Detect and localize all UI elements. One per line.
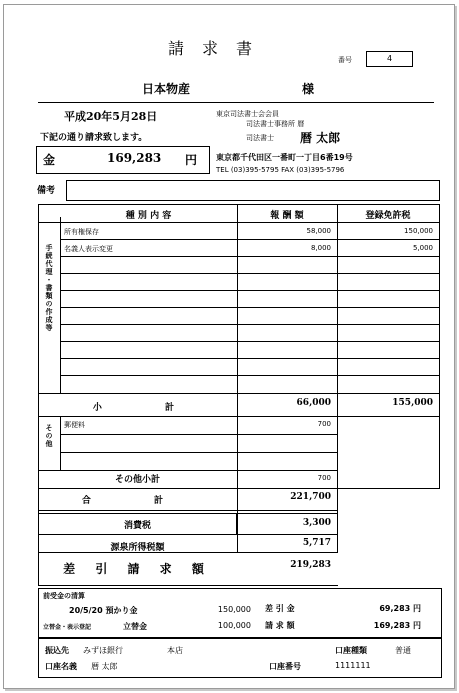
section-label-other: その他: [45, 424, 53, 448]
table-border: [439, 204, 440, 488]
consumption-tax-value: 3,300: [302, 518, 331, 528]
section-label-procedures: 手続代理・書類の作成等: [45, 244, 53, 332]
issuer-office: 司法書士事務所 暦: [246, 120, 305, 128]
issuer-title: 司法書士: [246, 134, 274, 142]
total-label: 金: [43, 153, 56, 167]
table-row-line: [60, 307, 440, 308]
invoice-title: 請求書: [168, 39, 271, 58]
sum-label: 合 計: [81, 496, 194, 506]
account-holder-label: 口座名義: [45, 662, 77, 671]
table-row-line: [60, 290, 440, 291]
row-fee: 58,000: [306, 227, 331, 235]
issuer-name: 暦 太郎: [300, 131, 341, 145]
table-row-line: [60, 341, 440, 342]
table-row-line: [60, 375, 440, 376]
consumption-tax-label: 消費税: [123, 521, 151, 531]
subtotal-tax: 155,000: [392, 398, 433, 408]
addressee-underline: [38, 102, 434, 103]
table-row-line: [38, 510, 338, 511]
other-row-fee: 700: [317, 420, 331, 428]
bank-name: みずほ銀行: [83, 646, 123, 655]
table-row-line: [38, 488, 440, 489]
table-row-line: [60, 256, 440, 257]
balance-value: 69,283 円: [379, 604, 421, 613]
addressee-name: 日本物産: [142, 82, 191, 96]
row-item: 名義人表示変更: [64, 245, 113, 253]
bank-dest-label: 振込先: [45, 646, 69, 655]
table-row-line: [38, 513, 338, 514]
table-divider: [60, 217, 61, 393]
table-row-line: [60, 273, 440, 274]
account-type-value: 普通: [395, 646, 411, 655]
subtotal-label: 小 計: [92, 403, 205, 413]
account-number-value: 1111111: [335, 661, 371, 670]
row-item: 所有権保存: [64, 228, 99, 236]
table-row-line: [38, 534, 338, 535]
other-subtotal-value: 700: [317, 474, 331, 482]
row-tax: 150,000: [404, 227, 433, 235]
other-row-item: 郵便料: [64, 421, 85, 429]
remarks-label: 備考: [37, 186, 56, 196]
deposit-label: 20/5/20 預かり金: [69, 606, 138, 615]
advance-label: 立替金: [123, 622, 147, 631]
number-label: 番号: [338, 56, 352, 64]
table-border: [38, 204, 440, 205]
row-fee: 8,000: [310, 244, 331, 252]
col-header-fee: 報 酬 額: [270, 211, 304, 221]
account-type-label: 口座種類: [335, 646, 367, 655]
table-row-line: [38, 585, 338, 586]
billing-value: 169,283 円: [373, 621, 421, 630]
table-row-line: [60, 324, 440, 325]
billing-label: 請 求 額: [265, 621, 295, 630]
total-unit: 円: [184, 153, 197, 167]
issuer-membership: 東京司法書士会会員: [216, 110, 279, 118]
bank-branch: 本店: [167, 646, 183, 655]
settlement-title: 前受金の清算: [43, 592, 85, 600]
withholding-value: 5,717: [302, 538, 331, 548]
table-row-line: [60, 239, 440, 240]
remarks-field: [66, 180, 440, 201]
table-row-line: [38, 470, 338, 471]
account-number-label: 口座番号: [269, 662, 301, 671]
issuer-address: 東京都千代田区一番町一丁目6番19号: [216, 153, 353, 162]
advance-note: 立替金・表示登記: [43, 624, 92, 631]
deposit-value: 150,000: [217, 605, 251, 614]
honorific: 様: [302, 82, 315, 96]
table-divider: [38, 222, 440, 223]
advance-value: 100,000: [217, 621, 251, 630]
sum-value: 221,700: [290, 492, 331, 502]
intro-text: 下記の通り請求致します。: [40, 133, 148, 143]
fee-table: [38, 204, 440, 586]
issuer-phone: TEL (03)395-5795 FAX (03)395-5796: [216, 166, 345, 174]
total-amount-box: [36, 146, 210, 174]
table-row-line: [60, 452, 338, 453]
billed-label: 差 引 請 求 額: [63, 562, 212, 576]
table-row-line: [60, 358, 440, 359]
account-holder-value: 暦 太郎: [91, 662, 118, 671]
row-tax: 5,000: [412, 244, 433, 252]
col-header-tax: 登録免許税: [365, 211, 411, 221]
table-row-line: [60, 434, 338, 435]
bank-info-box: [38, 638, 442, 678]
table-row-line: [38, 393, 440, 394]
withholding-label: 源泉所得税額: [110, 543, 165, 553]
col-header-type: 種 別 内 容: [125, 211, 172, 221]
other-subtotal-label: その他小計: [114, 475, 160, 485]
table-row-line: [38, 416, 440, 417]
balance-label: 差 引 金: [265, 604, 295, 613]
table-divider: [60, 416, 61, 470]
total-value: 169,283: [107, 151, 162, 165]
invoice-date: 平成20年5月28日: [64, 110, 158, 123]
billed-value: 219,283: [290, 560, 331, 570]
subtotal-fee: 66,000: [296, 398, 331, 408]
settlement-box: [38, 588, 442, 638]
number-box: 4: [366, 51, 413, 67]
